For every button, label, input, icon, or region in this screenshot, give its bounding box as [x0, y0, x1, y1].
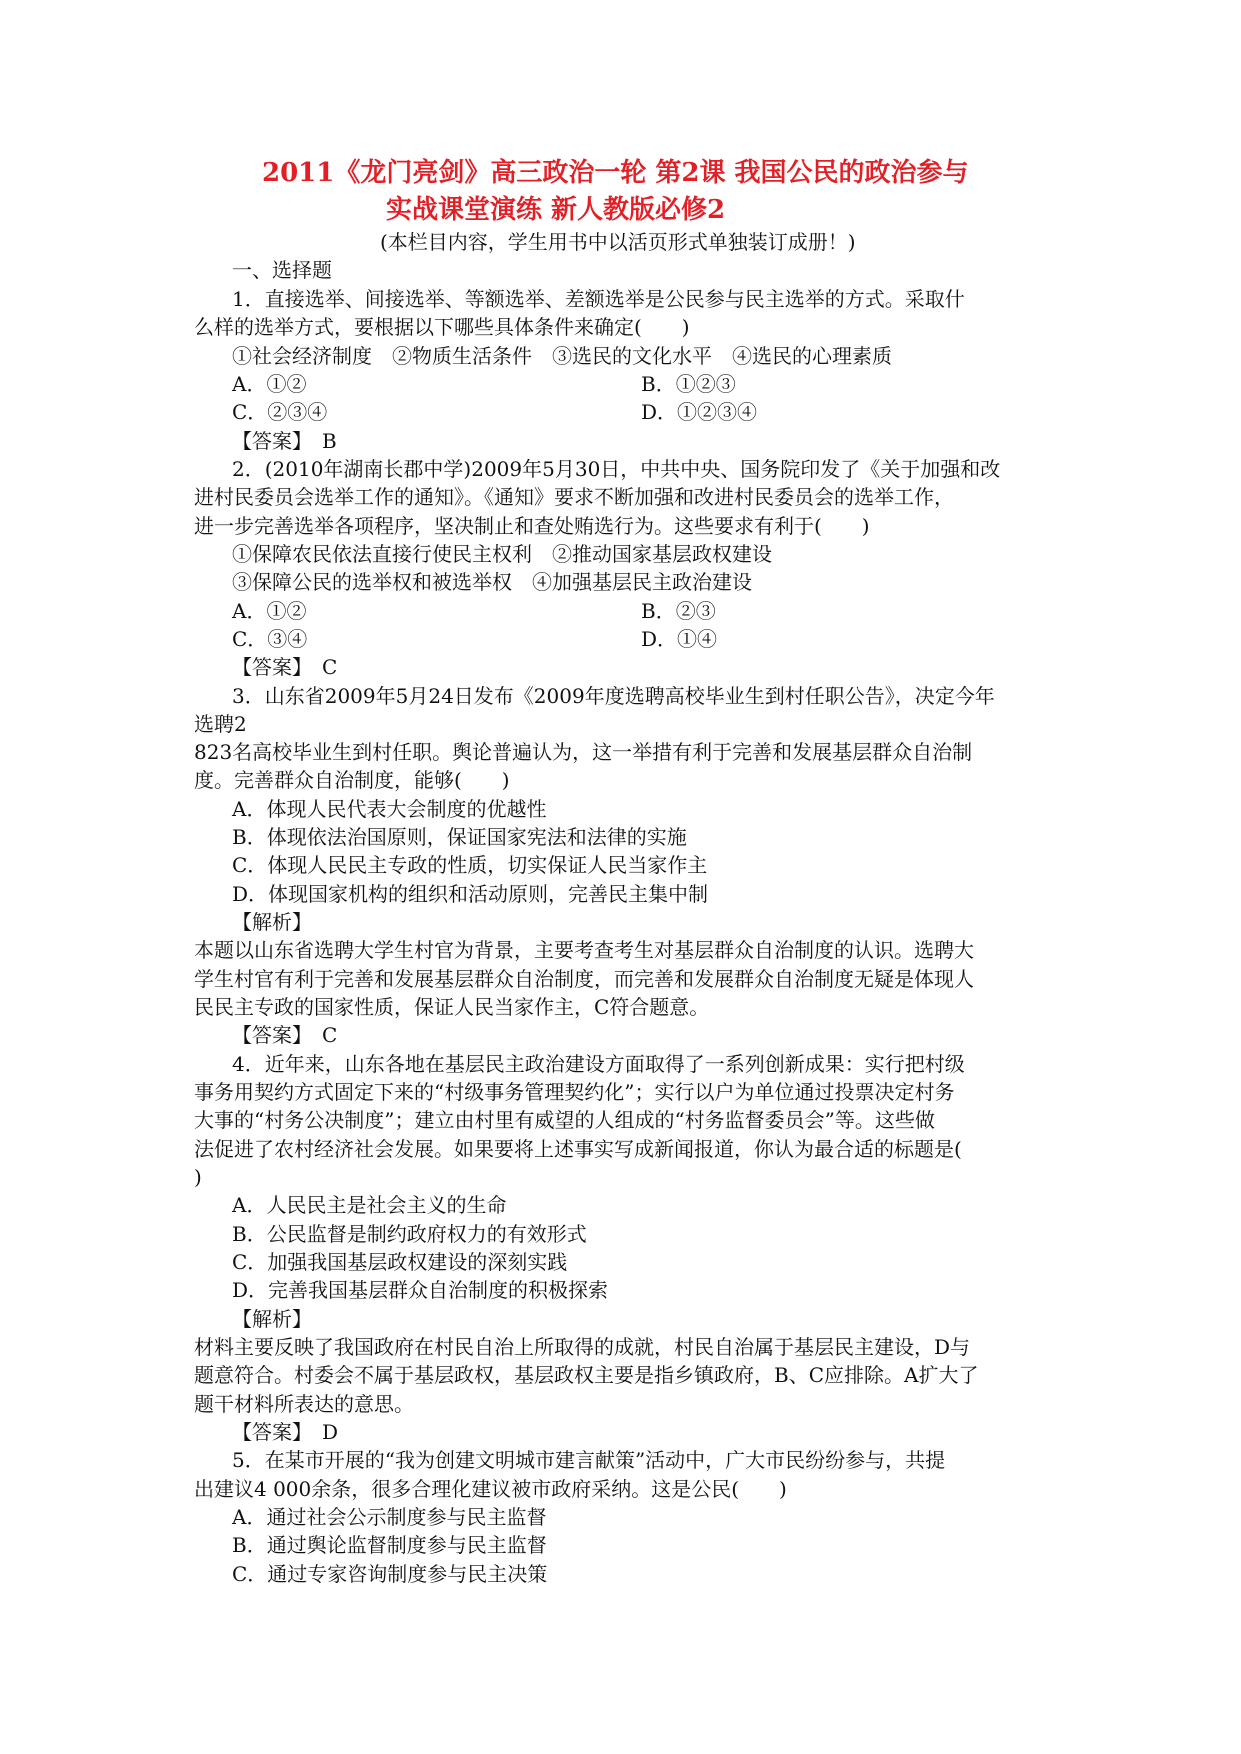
q4-stem-line-5: ) [194, 1165, 202, 1189]
q3-answer: 【答案】 C [232, 1023, 338, 1047]
q5-option-a: A．通过社会公示制度参与民主监督 [232, 1505, 547, 1529]
q1-items: ①社会经济制度 ②物质生活条件 ③选民的文化水平 ④选民的心理素质 [232, 344, 892, 368]
q3-stem-line-3: 823名高校毕业生到村任职。舆论普遍认为，这一举措有利于完善和发展基层群众自治制 [194, 740, 973, 764]
q3-option-a: A．体现人民代表大会制度的优越性 [232, 797, 547, 821]
q5-option-c: C．通过专家咨询制度参与民主决策 [232, 1562, 548, 1586]
q3-stem-line-1: 3．山东省2009年5月24日发布《2009年度选聘高校毕业生到村任职公告》，决定今年 [232, 684, 995, 708]
q3-option-c: C．体现人民民主专政的性质，切实保证人民当家作主 [232, 853, 708, 877]
q1-answer: 【答案】 B [232, 429, 337, 453]
q4-answer: 【答案】 D [232, 1420, 339, 1444]
q3-stem-line-4: 度。完善群众自治制度，能够( ) [194, 768, 510, 792]
q1-stem-line-1: 1．直接选举、间接选举、等额选举、差额选举是公民参与民主选举的方式。采取什 [232, 287, 965, 311]
q4-stem-line-2: 事务用契约方式固定下来的“村级事务管理契约化”；实行以户为单位通过投票决定村务 [194, 1080, 955, 1104]
title-line-1: 2011《龙门亮剑》高三政治一轮 第2课 我国公民的政治参与 [262, 158, 969, 188]
q5-stem-line-1: 5．在某市开展的“我为创建文明城市建言献策”活动中，广大市民纷纷参与，共提 [232, 1448, 946, 1472]
q4-stem-line-1: 4．近年来，山东各地在基层民主政治建设方面取得了一系列创新成果：实行把村级 [232, 1052, 965, 1076]
q3-analysis-line-1: 本题以山东省选聘大学生村官为背景，主要考查考生对基层群众自治制度的认识。选聘大 [194, 938, 974, 962]
q3-option-b: B．体现依法治国原则，保证国家宪法和法律的实施 [232, 825, 687, 849]
q2-stem-line-2: 进村民委员会选举工作的通知》。《通知》要求不断加强和改进村民委员会的选举工作， [194, 485, 954, 509]
q4-analysis-line-1: 材料主要反映了我国政府在村民自治上所取得的成就，村民自治属于基层民主建设，D与 [194, 1335, 971, 1359]
q1-option-b: B．①②③ [641, 372, 736, 396]
q3-analysis-line-2: 学生村官有利于完善和发展基层群众自治制度，而完善和发展群众自治制度无疑是体现人 [194, 967, 974, 991]
q4-option-b: B．公民监督是制约政府权力的有效形式 [232, 1222, 587, 1246]
q3-analysis-line-3: 民民主专政的国家性质，保证人民当家作主，C符合题意。 [194, 995, 710, 1019]
q1-stem-line-2: 么样的选举方式，要根据以下哪些具体条件来确定( ) [194, 315, 690, 339]
q4-stem-line-3: 大事的“村务公决制度”；建立由村里有威望的人组成的“村务监督委员会”等。这些做 [194, 1108, 935, 1132]
q5-stem-line-2: 出建议4 000余条，很多合理化建议被市政府采纳。这是公民( ) [194, 1477, 787, 1501]
q2-option-c: C．③④ [232, 627, 308, 651]
q4-analysis-label: 【解析】 [232, 1307, 312, 1331]
q5-option-b: B．通过舆论监督制度参与民主监督 [232, 1533, 547, 1557]
q2-option-d: D．①④ [641, 627, 718, 651]
q3-analysis-label: 【解析】 [232, 910, 312, 934]
section-heading: 一、选择题 [232, 258, 332, 282]
q2-option-b: B．②③ [641, 599, 716, 623]
q4-option-c: C．加强我国基层政权建设的深刻实践 [232, 1250, 568, 1274]
subtitle-note: (本栏目内容，学生用书中以活页形式单独装订成册！) [380, 230, 856, 254]
q4-analysis-line-3: 题干材料所表达的意思。 [194, 1392, 414, 1416]
q2-stem-line-3: 进一步完善选举各项程序，坚决制止和查处贿选行为。这些要求有利于( ) [194, 514, 870, 538]
q4-option-a: A．人民民主是社会主义的生命 [232, 1193, 507, 1217]
q2-items-2: ③保障公民的选举权和被选举权 ④加强基层民主政治建设 [232, 570, 752, 594]
q4-option-d: D．完善我国基层群众自治制度的积极探索 [232, 1278, 609, 1302]
q2-stem-line-1: 2．(2010年湖南长郡中学)2009年5月30日，中共中央、国务院印发了《关于加强和改 [232, 457, 1001, 481]
q4-stem-line-4: 法促进了农村经济社会发展。如果要将上述事实写成新闻报道，你认为最合适的标题是( [194, 1137, 962, 1161]
q1-option-d: D．①②③④ [641, 400, 758, 424]
q4-analysis-line-2: 题意符合。村委会不属于基层政权，基层政权主要是指乡镇政府，B、C应排除。A扩大了 [194, 1363, 979, 1387]
q2-option-a: A．①② [232, 599, 307, 623]
q2-items-1: ①保障农民依法直接行使民主权利 ②推动国家基层政权建设 [232, 542, 772, 566]
q1-option-c: C．②③④ [232, 400, 328, 424]
q3-option-d: D．体现国家机构的组织和活动原则，完善民主集中制 [232, 882, 709, 906]
q2-answer: 【答案】 C [232, 655, 338, 679]
q1-option-a: A．①② [232, 372, 307, 396]
q3-stem-line-2: 选聘2 [194, 712, 247, 736]
title-line-2: 实战课堂演练 新人教版必修2 [386, 195, 726, 225]
